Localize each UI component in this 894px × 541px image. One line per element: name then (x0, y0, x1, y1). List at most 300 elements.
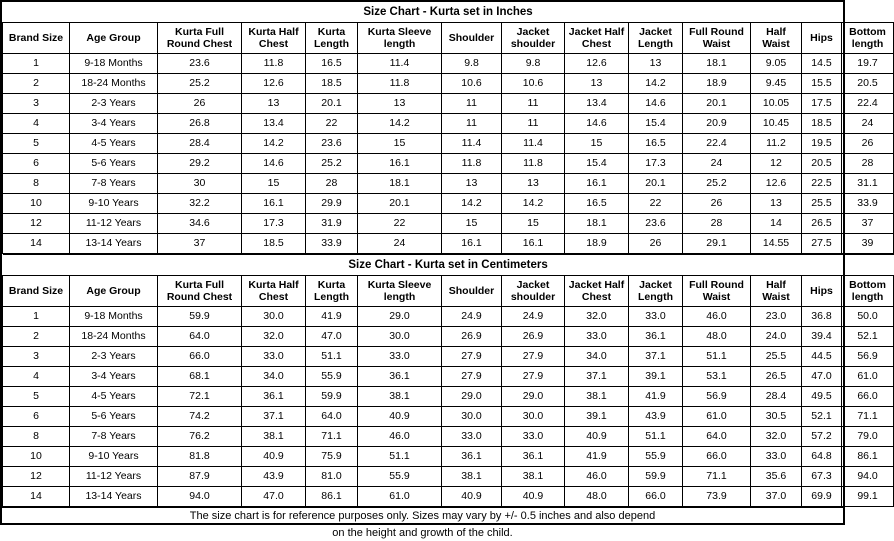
cell-half-waist: 30.5 (751, 407, 802, 427)
cell-jacket-length: 36.1 (629, 327, 683, 347)
cell-jacket-half-chest: 14.6 (565, 114, 629, 134)
cell-age-group: 18-24 Months (70, 74, 158, 94)
cell-hips: 15.5 (802, 74, 842, 94)
cell-jacket-shoulder: 30.0 (502, 407, 565, 427)
cell-full-round-waist: 71.1 (683, 467, 751, 487)
cell-half-waist: 23.0 (751, 307, 802, 327)
cell-brand-size: 5 (3, 134, 70, 154)
cell-jacket-shoulder: 27.9 (502, 347, 565, 367)
footnote (2, 507, 843, 541)
table-row (3, 234, 894, 254)
cell-jacket-shoulder: 11.4 (502, 134, 565, 154)
cell-jacket-half-chest: 39.1 (565, 407, 629, 427)
cell-shoulder: 11 (442, 114, 502, 134)
cell-jacket-half-chest: 48.0 (565, 487, 629, 507)
cell-half-waist: 33.0 (751, 447, 802, 467)
cell-kurta-sleeve-length: 16.1 (358, 154, 442, 174)
cell-jacket-half-chest: 41.9 (565, 447, 629, 467)
cell-bottom-length: 39 (842, 234, 894, 254)
cell-jacket-half-chest: 34.0 (565, 347, 629, 367)
cell-jacket-length: 15.4 (629, 114, 683, 134)
cell-full-round-waist: 22.4 (683, 134, 751, 154)
table-row (3, 194, 894, 214)
cell-bottom-length: 22.4 (842, 94, 894, 114)
cell-jacket-length: 23.6 (629, 214, 683, 234)
table-row (3, 367, 894, 387)
table-row (3, 94, 894, 114)
cell-age-group: 13-14 Years (70, 487, 158, 507)
cell-kurta-full-round-chest: 32.2 (158, 194, 242, 214)
cell-kurta-sleeve-length: 33.0 (358, 347, 442, 367)
column-header-kurta-half-chest: Kurta Half Chest (242, 23, 306, 54)
cell-jacket-half-chest: 38.1 (565, 387, 629, 407)
table-header-row (3, 276, 894, 307)
column-header-shoulder: Shoulder (442, 276, 502, 307)
cell-brand-size: 2 (3, 327, 70, 347)
cell-jacket-half-chest: 46.0 (565, 467, 629, 487)
cell-kurta-half-chest: 34.0 (242, 367, 306, 387)
footnote-line-2: on the height and growth of the child. (332, 526, 513, 539)
cell-shoulder: 13 (442, 174, 502, 194)
cell-kurta-sleeve-length: 55.9 (358, 467, 442, 487)
table-row (3, 214, 894, 234)
cell-jacket-length: 17.3 (629, 154, 683, 174)
cell-full-round-waist: 29.1 (683, 234, 751, 254)
cell-shoulder: 14.2 (442, 194, 502, 214)
cell-jacket-shoulder: 10.6 (502, 74, 565, 94)
cell-hips: 47.0 (802, 367, 842, 387)
cell-jacket-shoulder: 26.9 (502, 327, 565, 347)
cell-hips: 27.5 (802, 234, 842, 254)
cell-bottom-length: 20.5 (842, 74, 894, 94)
table-row (3, 54, 894, 74)
cell-bottom-length: 31.1 (842, 174, 894, 194)
table-row (3, 487, 894, 507)
cell-kurta-length: 25.2 (306, 154, 358, 174)
cell-full-round-waist: 20.9 (683, 114, 751, 134)
cell-brand-size: 8 (3, 427, 70, 447)
column-header-brand-size: Brand Size (3, 23, 70, 54)
cell-jacket-shoulder: 9.8 (502, 54, 565, 74)
cell-kurta-half-chest: 17.3 (242, 214, 306, 234)
cell-full-round-waist: 73.9 (683, 487, 751, 507)
cell-kurta-length: 71.1 (306, 427, 358, 447)
cell-bottom-length: 94.0 (842, 467, 894, 487)
cell-full-round-waist: 48.0 (683, 327, 751, 347)
cell-kurta-full-round-chest: 64.0 (158, 327, 242, 347)
cell-kurta-half-chest: 18.5 (242, 234, 306, 254)
cell-hips: 52.1 (802, 407, 842, 427)
cell-kurta-full-round-chest: 87.9 (158, 467, 242, 487)
cell-half-waist: 37.0 (751, 487, 802, 507)
cell-kurta-length: 28 (306, 174, 358, 194)
cell-kurta-full-round-chest: 37 (158, 234, 242, 254)
cell-shoulder: 27.9 (442, 367, 502, 387)
table-row (3, 114, 894, 134)
cell-kurta-length: 47.0 (306, 327, 358, 347)
table-row (3, 407, 894, 427)
cell-bottom-length: 99.1 (842, 487, 894, 507)
cell-full-round-waist: 25.2 (683, 174, 751, 194)
cell-kurta-full-round-chest: 81.8 (158, 447, 242, 467)
column-header-half-waist: Half Waist (751, 23, 802, 54)
cell-shoulder: 24.9 (442, 307, 502, 327)
cell-kurta-sleeve-length: 61.0 (358, 487, 442, 507)
cell-jacket-shoulder: 33.0 (502, 427, 565, 447)
cell-jacket-length: 59.9 (629, 467, 683, 487)
cell-jacket-shoulder: 24.9 (502, 307, 565, 327)
cell-kurta-half-chest: 37.1 (242, 407, 306, 427)
cell-jacket-shoulder: 15 (502, 214, 565, 234)
cell-bottom-length: 28 (842, 154, 894, 174)
cell-kurta-half-chest: 33.0 (242, 347, 306, 367)
cell-jacket-half-chest: 13.4 (565, 94, 629, 114)
cell-brand-size: 14 (3, 234, 70, 254)
cell-kurta-sleeve-length: 46.0 (358, 427, 442, 447)
cell-jacket-half-chest: 18.1 (565, 214, 629, 234)
cell-jacket-length: 55.9 (629, 447, 683, 467)
size-chart-centimeters-table (2, 254, 894, 507)
column-header-shoulder: Shoulder (442, 23, 502, 54)
cell-kurta-half-chest: 30.0 (242, 307, 306, 327)
cell-brand-size: 3 (3, 347, 70, 367)
cell-age-group: 11-12 Years (70, 467, 158, 487)
cell-age-group: 9-10 Years (70, 194, 158, 214)
footnote-line-1: The size chart is for reference purposes only. Sizes may vary by +/- 0.5 inches and also depend (189, 510, 656, 523)
size-chart-inches-table (2, 2, 894, 254)
column-header-kurta-length: Kurta Length (306, 276, 358, 307)
cell-hips: 19.5 (802, 134, 842, 154)
cell-shoulder: 36.1 (442, 447, 502, 467)
cell-hips: 57.2 (802, 427, 842, 447)
cell-full-round-waist: 51.1 (683, 347, 751, 367)
cell-hips: 17.5 (802, 94, 842, 114)
cell-kurta-sleeve-length: 22 (358, 214, 442, 234)
cell-half-waist: 24.0 (751, 327, 802, 347)
cell-shoulder: 29.0 (442, 387, 502, 407)
cell-kurta-half-chest: 13.4 (242, 114, 306, 134)
cell-full-round-waist: 46.0 (683, 307, 751, 327)
column-header-bottom-length: Bottom length (842, 23, 894, 54)
cell-brand-size: 2 (3, 74, 70, 94)
table-row (3, 307, 894, 327)
column-header-kurta-full-round-chest: Kurta Full Round Chest (158, 23, 242, 54)
cell-kurta-sleeve-length: 15 (358, 134, 442, 154)
cell-jacket-half-chest: 15 (565, 134, 629, 154)
cell-kurta-sleeve-length: 40.9 (358, 407, 442, 427)
cell-age-group: 4-5 Years (70, 387, 158, 407)
column-header-jacket-length: Jacket Length (629, 276, 683, 307)
cell-hips: 36.8 (802, 307, 842, 327)
cell-jacket-shoulder: 40.9 (502, 487, 565, 507)
cell-kurta-half-chest: 38.1 (242, 427, 306, 447)
cell-bottom-length: 37 (842, 214, 894, 234)
cell-kurta-full-round-chest: 26 (158, 94, 242, 114)
cell-kurta-half-chest: 14.2 (242, 134, 306, 154)
cell-jacket-length: 22 (629, 194, 683, 214)
cell-kurta-full-round-chest: 59.9 (158, 307, 242, 327)
cell-kurta-sleeve-length: 24 (358, 234, 442, 254)
column-header-age-group: Age Group (70, 23, 158, 54)
cell-half-waist: 10.45 (751, 114, 802, 134)
cell-brand-size: 3 (3, 94, 70, 114)
cell-full-round-waist: 61.0 (683, 407, 751, 427)
cell-age-group: 2-3 Years (70, 94, 158, 114)
cell-kurta-length: 55.9 (306, 367, 358, 387)
cell-jacket-length: 14.6 (629, 94, 683, 114)
cell-half-waist: 26.5 (751, 367, 802, 387)
cell-half-waist: 9.05 (751, 54, 802, 74)
column-header-jacket-shoulder: Jacket shoulder (502, 276, 565, 307)
cell-shoulder: 15 (442, 214, 502, 234)
cell-kurta-full-round-chest: 29.2 (158, 154, 242, 174)
cell-kurta-sleeve-length: 51.1 (358, 447, 442, 467)
cell-full-round-waist: 53.1 (683, 367, 751, 387)
cell-jacket-shoulder: 36.1 (502, 447, 565, 467)
cell-hips: 49.5 (802, 387, 842, 407)
cell-age-group: 4-5 Years (70, 134, 158, 154)
cell-bottom-length: 66.0 (842, 387, 894, 407)
table-row (3, 467, 894, 487)
table-header-row (3, 23, 894, 54)
cell-jacket-length: 39.1 (629, 367, 683, 387)
cell-brand-size: 4 (3, 114, 70, 134)
cell-age-group: 7-8 Years (70, 427, 158, 447)
cell-kurta-length: 29.9 (306, 194, 358, 214)
cell-full-round-waist: 56.9 (683, 387, 751, 407)
cell-brand-size: 8 (3, 174, 70, 194)
cell-kurta-length: 16.5 (306, 54, 358, 74)
cell-jacket-length: 20.1 (629, 174, 683, 194)
cell-kurta-half-chest: 13 (242, 94, 306, 114)
cell-kurta-half-chest: 15 (242, 174, 306, 194)
cell-full-round-waist: 20.1 (683, 94, 751, 114)
cell-kurta-full-round-chest: 23.6 (158, 54, 242, 74)
cell-jacket-half-chest: 33.0 (565, 327, 629, 347)
cell-kurta-full-round-chest: 74.2 (158, 407, 242, 427)
cell-kurta-half-chest: 16.1 (242, 194, 306, 214)
cell-shoulder: 9.8 (442, 54, 502, 74)
table-row (3, 74, 894, 94)
cell-jacket-half-chest: 40.9 (565, 427, 629, 447)
cell-hips: 39.4 (802, 327, 842, 347)
cell-kurta-length: 81.0 (306, 467, 358, 487)
cell-half-waist: 14.55 (751, 234, 802, 254)
cell-jacket-length: 51.1 (629, 427, 683, 447)
cell-age-group: 2-3 Years (70, 347, 158, 367)
cell-half-waist: 11.2 (751, 134, 802, 154)
cell-kurta-length: 86.1 (306, 487, 358, 507)
cell-age-group: 7-8 Years (70, 174, 158, 194)
cell-shoulder: 11 (442, 94, 502, 114)
cell-brand-size: 10 (3, 194, 70, 214)
cell-kurta-length: 59.9 (306, 387, 358, 407)
cell-jacket-half-chest: 15.4 (565, 154, 629, 174)
cell-brand-size: 4 (3, 367, 70, 387)
cell-bottom-length: 33.9 (842, 194, 894, 214)
table-row (3, 447, 894, 467)
cell-shoulder: 33.0 (442, 427, 502, 447)
column-header-kurta-sleeve-length: Kurta Sleeve length (358, 23, 442, 54)
cell-brand-size: 6 (3, 154, 70, 174)
cell-kurta-full-round-chest: 34.6 (158, 214, 242, 234)
cell-kurta-length: 33.9 (306, 234, 358, 254)
cell-jacket-half-chest: 18.9 (565, 234, 629, 254)
cell-jacket-shoulder: 14.2 (502, 194, 565, 214)
cell-half-waist: 35.6 (751, 467, 802, 487)
cell-kurta-full-round-chest: 25.2 (158, 74, 242, 94)
column-header-kurta-length: Kurta Length (306, 23, 358, 54)
cell-half-waist: 25.5 (751, 347, 802, 367)
cell-shoulder: 38.1 (442, 467, 502, 487)
cell-age-group: 3-4 Years (70, 367, 158, 387)
cell-bottom-length: 61.0 (842, 367, 894, 387)
cell-hips: 20.5 (802, 154, 842, 174)
cell-kurta-length: 41.9 (306, 307, 358, 327)
cell-kurta-length: 64.0 (306, 407, 358, 427)
column-header-kurta-sleeve-length: Kurta Sleeve length (358, 276, 442, 307)
cell-age-group: 13-14 Years (70, 234, 158, 254)
column-header-jacket-half-chest: Jacket Half Chest (565, 276, 629, 307)
cell-brand-size: 1 (3, 54, 70, 74)
cell-age-group: 5-6 Years (70, 407, 158, 427)
cell-jacket-shoulder: 13 (502, 174, 565, 194)
cell-jacket-half-chest: 13 (565, 74, 629, 94)
column-header-jacket-length: Jacket Length (629, 23, 683, 54)
cell-shoulder: 10.6 (442, 74, 502, 94)
column-header-age-group: Age Group (70, 276, 158, 307)
cell-kurta-sleeve-length: 18.1 (358, 174, 442, 194)
table-title-centimeters: Size Chart - Kurta set in Centimeters (3, 255, 894, 276)
cell-jacket-shoulder: 27.9 (502, 367, 565, 387)
cell-age-group: 9-18 Months (70, 54, 158, 74)
cell-kurta-length: 51.1 (306, 347, 358, 367)
cell-jacket-length: 43.9 (629, 407, 683, 427)
cell-hips: 26.5 (802, 214, 842, 234)
cell-kurta-half-chest: 47.0 (242, 487, 306, 507)
column-header-hips: Hips (802, 276, 842, 307)
cell-age-group: 11-12 Years (70, 214, 158, 234)
cell-bottom-length: 71.1 (842, 407, 894, 427)
cell-brand-size: 1 (3, 307, 70, 327)
column-header-hips: Hips (802, 23, 842, 54)
cell-jacket-half-chest: 37.1 (565, 367, 629, 387)
cell-bottom-length: 26 (842, 134, 894, 154)
cell-jacket-length: 33.0 (629, 307, 683, 327)
cell-kurta-sleeve-length: 14.2 (358, 114, 442, 134)
column-header-full-round-waist: Full Round Waist (683, 276, 751, 307)
cell-jacket-length: 66.0 (629, 487, 683, 507)
cell-kurta-full-round-chest: 26.8 (158, 114, 242, 134)
table-title-inches: Size Chart - Kurta set in Inches (3, 2, 894, 23)
cell-half-waist: 14 (751, 214, 802, 234)
cell-jacket-shoulder: 11 (502, 114, 565, 134)
cell-half-waist: 9.45 (751, 74, 802, 94)
cell-kurta-length: 23.6 (306, 134, 358, 154)
cell-kurta-length: 20.1 (306, 94, 358, 114)
cell-kurta-half-chest: 14.6 (242, 154, 306, 174)
cell-shoulder: 30.0 (442, 407, 502, 427)
cell-kurta-length: 31.9 (306, 214, 358, 234)
cell-brand-size: 12 (3, 214, 70, 234)
cell-shoulder: 27.9 (442, 347, 502, 367)
cell-hips: 22.5 (802, 174, 842, 194)
cell-bottom-length: 79.0 (842, 427, 894, 447)
column-header-brand-size: Brand Size (3, 276, 70, 307)
cell-kurta-full-round-chest: 72.1 (158, 387, 242, 407)
cell-bottom-length: 19.7 (842, 54, 894, 74)
cell-hips: 69.9 (802, 487, 842, 507)
cell-age-group: 5-6 Years (70, 154, 158, 174)
cell-half-waist: 12 (751, 154, 802, 174)
cell-full-round-waist: 64.0 (683, 427, 751, 447)
cell-hips: 14.5 (802, 54, 842, 74)
cell-kurta-sleeve-length: 20.1 (358, 194, 442, 214)
cell-kurta-full-round-chest: 94.0 (158, 487, 242, 507)
table-row (3, 134, 894, 154)
table-title-row (3, 255, 894, 276)
cell-jacket-half-chest: 32.0 (565, 307, 629, 327)
cell-kurta-half-chest: 36.1 (242, 387, 306, 407)
table-row (3, 327, 894, 347)
cell-hips: 67.3 (802, 467, 842, 487)
cell-full-round-waist: 28 (683, 214, 751, 234)
table-row (3, 347, 894, 367)
cell-kurta-sleeve-length: 30.0 (358, 327, 442, 347)
cell-hips: 25.5 (802, 194, 842, 214)
cell-full-round-waist: 26 (683, 194, 751, 214)
cell-brand-size: 6 (3, 407, 70, 427)
cell-shoulder: 11.8 (442, 154, 502, 174)
cell-half-waist: 10.05 (751, 94, 802, 114)
cell-jacket-length: 16.5 (629, 134, 683, 154)
cell-bottom-length: 50.0 (842, 307, 894, 327)
cell-kurta-length: 18.5 (306, 74, 358, 94)
cell-kurta-half-chest: 12.6 (242, 74, 306, 94)
cell-kurta-sleeve-length: 36.1 (358, 367, 442, 387)
cell-full-round-waist: 18.1 (683, 54, 751, 74)
cell-kurta-sleeve-length: 13 (358, 94, 442, 114)
column-header-jacket-half-chest: Jacket Half Chest (565, 23, 629, 54)
cell-kurta-half-chest: 43.9 (242, 467, 306, 487)
cell-kurta-half-chest: 32.0 (242, 327, 306, 347)
cell-kurta-length: 22 (306, 114, 358, 134)
table-row (3, 427, 894, 447)
cell-age-group: 9-18 Months (70, 307, 158, 327)
cell-brand-size: 10 (3, 447, 70, 467)
table-row (3, 154, 894, 174)
cell-bottom-length: 24 (842, 114, 894, 134)
cell-kurta-full-round-chest: 76.2 (158, 427, 242, 447)
cell-shoulder: 26.9 (442, 327, 502, 347)
column-header-jacket-shoulder: Jacket shoulder (502, 23, 565, 54)
column-header-full-round-waist: Full Round Waist (683, 23, 751, 54)
column-header-half-waist: Half Waist (751, 276, 802, 307)
cell-jacket-half-chest: 12.6 (565, 54, 629, 74)
cell-full-round-waist: 18.9 (683, 74, 751, 94)
cell-brand-size: 12 (3, 467, 70, 487)
column-header-kurta-full-round-chest: Kurta Full Round Chest (158, 276, 242, 307)
cell-half-waist: 13 (751, 194, 802, 214)
cell-age-group: 9-10 Years (70, 447, 158, 467)
cell-kurta-sleeve-length: 11.8 (358, 74, 442, 94)
table-row (3, 387, 894, 407)
cell-jacket-shoulder: 11 (502, 94, 565, 114)
cell-kurta-half-chest: 40.9 (242, 447, 306, 467)
cell-jacket-length: 41.9 (629, 387, 683, 407)
cell-jacket-shoulder: 11.8 (502, 154, 565, 174)
cell-jacket-length: 14.2 (629, 74, 683, 94)
